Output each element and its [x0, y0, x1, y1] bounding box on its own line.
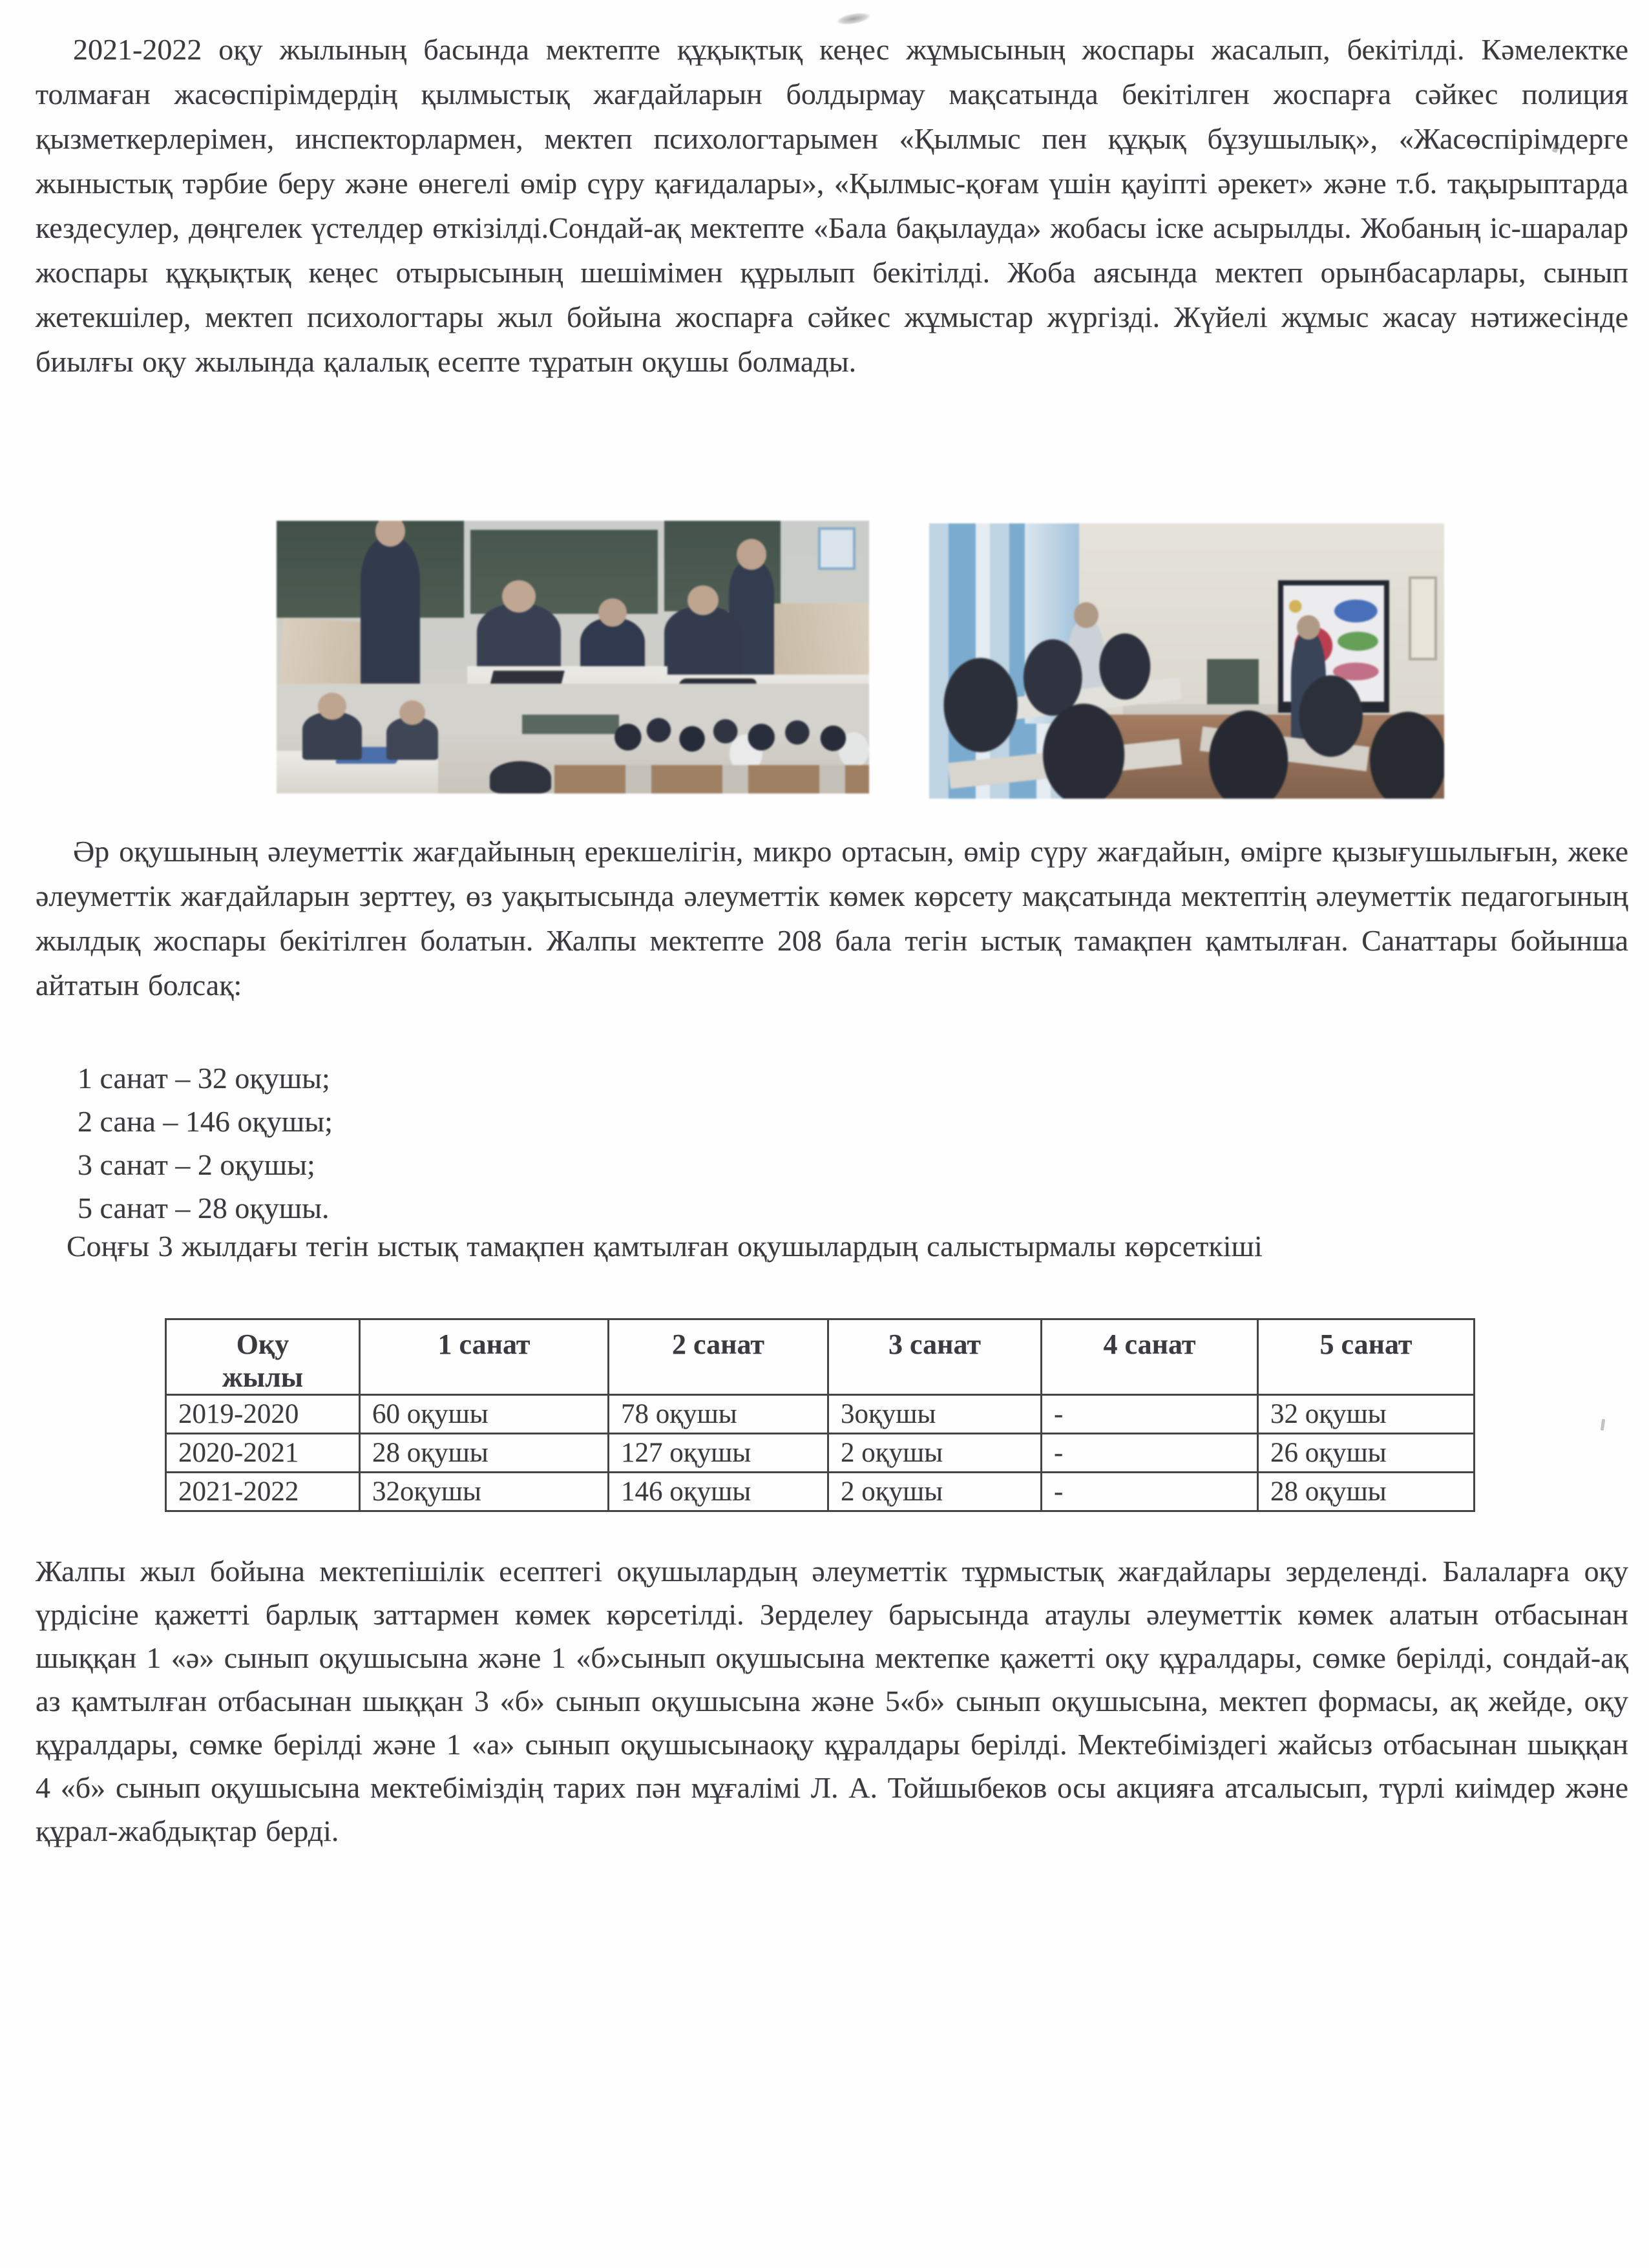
students-silhouettes — [929, 523, 1444, 799]
table-cell: 127 оқушы — [609, 1434, 828, 1473]
table-header-row — [166, 1319, 1475, 1395]
paragraph-table-caption: Соңғы 3 жылдағы тегін ыстық тамақпен қамтылған оқушылардың салыстырмалы көрсеткіші — [67, 1230, 1263, 1263]
paragraph-legal-council-work: 2021-2022 оқу жылының басында мектепте құқықтық кеңес жұмысының жоспары жасалып, бекітілді. Кәмелектке толмаған жасөспірімдердің қылмыстық жағдайларын болдырмау мақсатында бекітілген жоспарға сәйкес полиция қызметкерлерімен, инспекторлармен, мектеп психологтарымен «Қылмыс пен құқық бұзушылық», «Жасөспірімдерге жыныстық тәрбие беру және өнегелі өмір сүру қағидалары», «Қылмыс-қоғам үшін қауіпті әрекет» және т.б. тақырыптарда кездесулер, дөңгелек үстелдер өткізілді.Сондай-ақ мектепте «Бала бақылауда» жобасы іске асырылды. Жобаның іс-шаралар жоспары құқықтық кеңес отырысының шешімімен құрылып бекітілді. Жоба аясында мектеп орынбасарлары, сынып жетекшілер, мектеп психологтары жыл бойына жоспарға сәйкес жұмыстар жүргізді. Жүйелі жұмыс жасау нәтижесінде биылғы оқу жылында қалалық есепте тұратын оқушы болмады. — [36, 33, 1628, 378]
scan-smudge — [830, 8, 878, 30]
seated-officer-figure — [664, 606, 742, 684]
table-cell: 2019-2020 — [166, 1395, 360, 1434]
list-item: 5 санат – 28 оқушы. — [78, 1192, 330, 1224]
table-header-cell: 5 санат — [1258, 1319, 1475, 1395]
table-cell: 28 оқушы — [360, 1434, 609, 1473]
standing-officer-figure — [361, 538, 420, 706]
scan-fleck — [1601, 1419, 1605, 1431]
table-header-cell: 1 санат — [360, 1319, 609, 1395]
table-cell: 32 оқушы — [1258, 1395, 1475, 1434]
photo-left-collage-police-meetings — [277, 521, 869, 793]
table-cell: - — [1042, 1473, 1258, 1511]
table-cell: 60 оқушы — [360, 1395, 609, 1434]
paragraph-yearly-aid: Жалпы жыл бойына мектепішілік есептегі оқушылардың әлеуметтік тұрмыстық жағдайлары зерделенді. Балаларға оқу үрдісіне қажетті барлық заттармен көмек көрсетілді. Зерделеу барысында атаулы әлеуметтік көмек алатын отбасынан шыққан 1 «ә» сынып оқушысына және 1 «б»сынып оқушысына мектепке қажетті оқу құралдары, сөмке берілді, сондай-ақ аз қамтылған отбасынан шыққан 3 «б» сынып оқушысына және 5«б» сынып оқушысына, мектеп формасы, ақ жейде, оқу құралдары, сөмке берілді және 1 «а» сынып оқушысынаоқу құралдары берілді. Мектебіміздегі жайсыз отбасынан шыққан 4 «б» сынып оқушысына мектебіміздің тарих пән мұғалімі Л. А. Тойшыбеков осы акцияға атсалысып, түрлі киімдер және құрал-жабдықтар берді. — [36, 1555, 1628, 1847]
table-cell: - — [1042, 1434, 1258, 1473]
paragraph-social-support: Әр оқушының әлеуметтік жағдайының ерекшелігін, микро ортасын, өмір сүру жағдайын, өмірге қызығушылығын, жеке әлеуметтік жағдайларын зерттеу, өз уақытысында әлеуметтік көмек көрсету мақсатында мектептің әлеуметтік педагогының жылдық жоспары бекітілген болатын. Жалпы мектепте 208 бала тегін ыстық тамақпен қамтылған. Санаттары бойынша айтатын болсақ: — [36, 835, 1628, 1002]
student-desks — [554, 765, 869, 793]
table-cell: - — [1042, 1395, 1258, 1434]
table-header-cell: 3 санат — [828, 1319, 1042, 1395]
table-header-cell: Оқу жылы — [166, 1319, 360, 1395]
table-cell: 2020-2021 — [166, 1434, 360, 1473]
seated-adult-figure — [302, 712, 362, 760]
blackboard — [470, 530, 658, 614]
table-header-cell: 2 санат — [609, 1319, 828, 1395]
table-row — [166, 1434, 1475, 1473]
table-row — [166, 1473, 1475, 1511]
table-cell: 146 оқушы — [609, 1473, 828, 1511]
wall-poster — [818, 527, 856, 570]
table-cell: 2 оқушы — [828, 1434, 1042, 1473]
table-cell: 32оқушы — [360, 1473, 609, 1511]
table-cell: 2021-2022 — [166, 1473, 360, 1511]
list-item: 2 сана – 146 оқушы; — [78, 1105, 333, 1138]
table-cell: 78 оқушы — [609, 1395, 828, 1434]
meals-comparison-table — [165, 1318, 1475, 1512]
photos-row — [0, 521, 1649, 813]
list-item: 1 санат – 32 оқушы; — [78, 1062, 330, 1095]
table-cell: 28 оқушы — [1258, 1473, 1475, 1511]
category-list — [78, 1056, 333, 1230]
students-group — [613, 707, 869, 765]
table-cell: 2 оқушы — [828, 1473, 1042, 1511]
list-item: 3 санат – 2 оқушы; — [78, 1148, 315, 1181]
photo-classroom-presentation — [929, 523, 1444, 799]
seated-adult-figure — [386, 717, 438, 760]
student-head-foreground — [490, 761, 551, 793]
table-header-cell: 4 санат — [1042, 1319, 1258, 1395]
table-cell: 26 оқушы — [1258, 1434, 1475, 1473]
table-cell: 3оқушы — [828, 1395, 1042, 1434]
table-row — [166, 1395, 1475, 1434]
